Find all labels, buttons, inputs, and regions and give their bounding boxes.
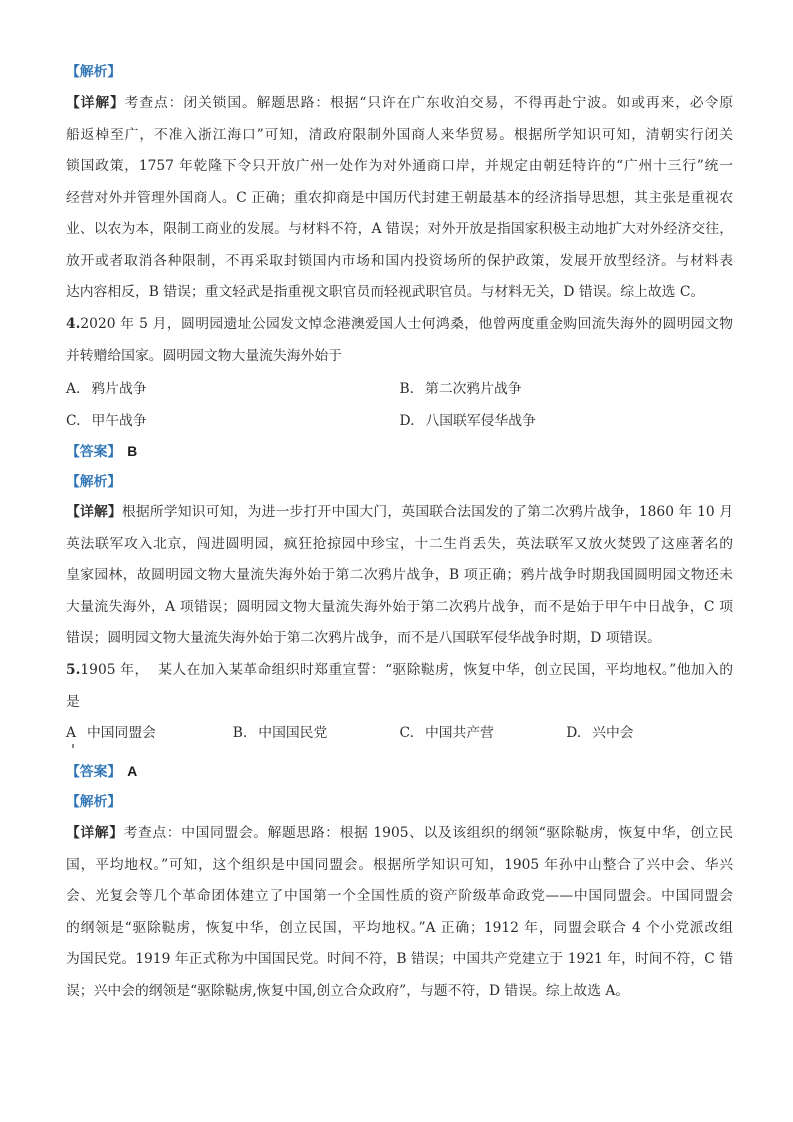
text-line: 的纲领是“驱除鞑虏，恢复中华，创立民国，平均地权。”A 正确；1912 年，同盟会联合 4 个小党派改组 bbox=[66, 919, 733, 936]
text-line: 并转赠给国家。圆明园文物大量流失海外始于 bbox=[66, 347, 342, 364]
text-line: 大量流失海外，A 项错误；圆明园文物大量流失海外始于第二次鸦片战争，而不是始于甲午中日战争，C 项 bbox=[66, 598, 733, 615]
option-text: 中国共产营 bbox=[424, 725, 494, 741]
option-a bbox=[66, 373, 400, 405]
q5-stem bbox=[66, 655, 733, 718]
text-line: 国，平均地权。”可知，这个组织是中国同盟会。根据所学知识可知，1905 年孙中山整合了兴中会、华兴 bbox=[66, 856, 733, 873]
option-key: C. bbox=[399, 725, 414, 741]
q3-detail-paragraph bbox=[66, 88, 733, 309]
option-text: 中国国民党 bbox=[258, 725, 328, 741]
text-line: 会、光复会等几个革命团体建立了中国第一个全国性质的资产阶级革命政党——中国同盟会。中国同盟会 bbox=[66, 888, 733, 904]
detail-label: 【详解】 bbox=[66, 825, 124, 841]
option-text: 鸦片战争 bbox=[91, 381, 147, 397]
option-b bbox=[233, 717, 400, 749]
text-line: 英法联军攻入北京，闯进圆明园，疯狂抢掠园中珍宝，十二生肖丢失，英法联军又放火焚毁了这座著名的 bbox=[66, 535, 733, 552]
text-line-content: 2020 年 5 月，圆明园遗址公园发文悼念港澳爱国人士何鸿桑，他曾两度重金购回流失海外的圆明园文物 bbox=[80, 316, 733, 332]
text-line: 误；兴中会的纲领是“驱除鞑虏,恢复中国,创立合众政府”，与题不符，D 错误。综上故选 A。 bbox=[66, 982, 630, 999]
option-key: A. bbox=[66, 381, 81, 397]
answer-label: 【答案】 bbox=[66, 444, 122, 460]
option-text: 八国联军侵华战争 bbox=[425, 413, 536, 429]
text-line bbox=[66, 497, 733, 529]
option-key: B. bbox=[399, 381, 415, 397]
analysis-label: 【解析】 bbox=[66, 474, 122, 490]
q5-answer-row bbox=[66, 756, 733, 789]
q3-analysis-label-row bbox=[66, 57, 733, 89]
text-line bbox=[66, 818, 733, 850]
option-d bbox=[400, 405, 734, 437]
question-number: 5. bbox=[66, 662, 81, 678]
answer-letter: B bbox=[127, 444, 138, 459]
text-line: 皇家园林，故圆明园文物大量流失海外始于第二次鸦片战争，B 项正确；鸦片战争时期我国圆明园文物还未 bbox=[66, 567, 733, 583]
option-c bbox=[66, 405, 400, 437]
text-line: 放开或者取消各种限制，不再采取封锁国内市场和国内投资场所的保护政策，发展开放型经济。与材料表 bbox=[66, 252, 733, 269]
text-line bbox=[66, 309, 733, 341]
text-line bbox=[66, 88, 733, 120]
detail-label: 【详解】 bbox=[66, 504, 122, 520]
option-text: 甲午战争 bbox=[91, 413, 147, 429]
detail-label: 【详解】 bbox=[66, 95, 125, 111]
q4-analysis-label-row bbox=[66, 467, 733, 499]
text-line-content: 考查点：闭关锁国。解题思路：根据“只许在广东收泊交易，不得再赴宁波。如或再来，必令原 bbox=[124, 95, 733, 111]
option-key: B. bbox=[232, 725, 248, 741]
option-text: 中国同盟会 bbox=[86, 725, 156, 741]
answer-label: 【答案】 bbox=[66, 764, 122, 780]
text-line-content: 1905 年， 某人在加入某革命组织时郑重宣誓：“驱除鞑虏，恢复中华，创立民国，平均地权。”他加入的 bbox=[80, 662, 733, 678]
analysis-label: 【解析】 bbox=[66, 794, 122, 810]
q4-options bbox=[66, 373, 733, 437]
q4-detail-paragraph bbox=[66, 497, 733, 655]
text-line: 错误；圆明园文物大量流失海外始于第二次鸦片战争，而不是八国联军侵华战争时期，D 项错误。 bbox=[66, 630, 661, 646]
text-line: 为国民党。1919 年正式称为中国国民党。时间不符，B 错误；中国共产党建立于 1921 年，时间不符，C 错 bbox=[66, 951, 733, 967]
question-number: 4. bbox=[66, 316, 81, 332]
answer-letter: A bbox=[127, 764, 138, 779]
option-a bbox=[66, 717, 233, 749]
option-text: 兴中会 bbox=[592, 725, 634, 741]
text-line: 经营对外并管理外国商人。C 正确；重农抑商是中国历代封建王朝最基本的经济指导思想，其主张是重视农 bbox=[66, 189, 733, 206]
q5-detail-paragraph bbox=[66, 818, 733, 1007]
option-text: 第二次鸦片战争 bbox=[425, 381, 522, 397]
analysis-label: 【解析】 bbox=[66, 64, 122, 80]
option-key: A bbox=[66, 725, 76, 741]
q5-analysis-label-row bbox=[66, 787, 733, 819]
text-line: 业、以农为本，限制工商业的发展。与材料不符，A 错误；对外开放是指国家积极主动地扩大对外经济交往， bbox=[66, 221, 733, 237]
text-line bbox=[66, 655, 733, 687]
option-d bbox=[566, 717, 733, 749]
option-c bbox=[400, 717, 567, 749]
option-key: C. bbox=[66, 413, 81, 429]
text-line: 船返棹至广，不准入浙江海口”可知，清政府限制外国商人来华贸易。根据所学知识可知，清朝实行闭关 bbox=[66, 126, 733, 143]
option-key: D. bbox=[566, 725, 582, 741]
option-key: D. bbox=[399, 413, 415, 429]
text-line: 是 bbox=[66, 693, 80, 710]
text-line: 达内容相反，B 错误；重文轻武是指重视文职官员而轻视武职官员。与材料无关，D 错误。综上故选 C。 bbox=[66, 284, 705, 300]
option-b bbox=[400, 373, 734, 405]
stray-mark-artifact bbox=[72, 744, 74, 748]
text-line-content: 根据所学知识可知，为进一步打开中国大门，英国联合法国发的了第二次鸦片战争，1860 年 10 月 bbox=[121, 504, 733, 520]
text-line-content: 考查点：中国同盟会。解题思路：根据 1905、以及该组织的纲领“驱除鞑虏，恢复中华，创立民 bbox=[123, 825, 733, 841]
q4-answer-row bbox=[66, 436, 733, 469]
text-line: 锁国政策，1757 年乾隆下令只开放广州一处作为对外通商口岸，并规定由朝廷特许的“广州十三行”统一 bbox=[66, 158, 733, 174]
q4-stem bbox=[66, 309, 733, 372]
q5-options bbox=[66, 717, 733, 749]
